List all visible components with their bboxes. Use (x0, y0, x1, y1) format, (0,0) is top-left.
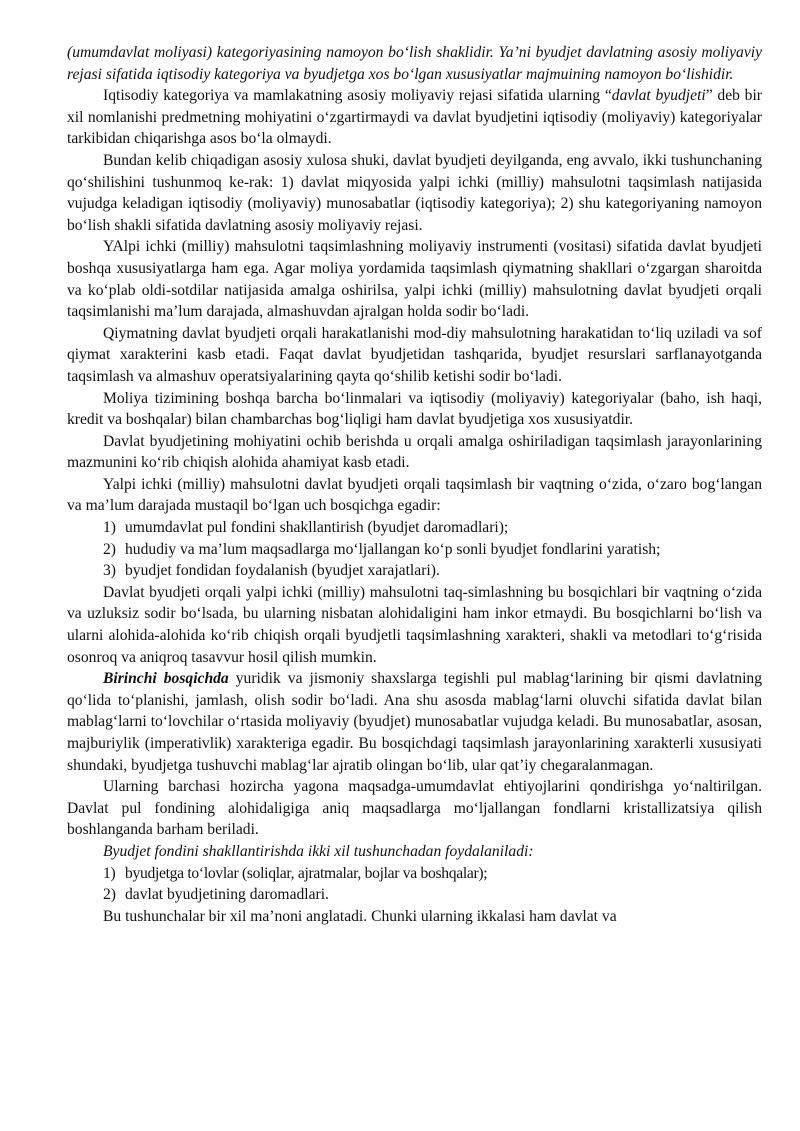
list-item-text: hududiy va ma’lum maqsadlarga mo‘ljallangan ko‘p sonli byudjet fondlarini yaratish; (125, 540, 661, 558)
list-item-number: 3) (103, 562, 116, 580)
paragraph-9-lead: Birinchi bosqichda (103, 670, 229, 688)
list-item-number: 2) (103, 886, 116, 904)
paragraph-1 (67, 85, 762, 150)
paragraph-1-text-c: ” deb bir xil nomlanishi predmetning mohiyatini o‘zgartirmaydi va davlat byudjetini iqtisodiy (moliyaviy) kategoriyalar tarkibidan chiqarishga asos bo‘la olmaydi. (67, 87, 763, 148)
paragraph-4: Qiymatning davlat byudjeti orqali harakatlanishi mod-diy mahsulotning harakatidan to‘liq uziladi va sof qiymat xarakterini kasb etadi. Faqat davlat byudjetidan tashqarida, byudjet resurslari sarflanayotganda taqsimlash va almashuv operatsiyalarining qayta qo‘shilib ketishi sodir bo‘ladi. (67, 324, 762, 385)
list-item (67, 517, 762, 539)
paragraph-2: Bundan kelib chiqadigan asosiy xulosa shuki, davlat byudjeti deyilganda, eng avvalo, ikki tushunchaning qo‘shilishini tushunmoq ke-rak: 1) davlat miqyosida yalpi ichki (milliy) mahsulotni taqsimlash natijasida vujudga keladigan iqtisodiy (moliyaviy) munosabatlar (iqtisodiy kategoriya); 2) shu kategoriyaning namoyon bo‘lish shakli sifatida davlatning asosiy moliyaviy rejasi. (67, 151, 762, 234)
list-item (67, 560, 762, 582)
list-item-text: davlat byudjetining daromadlari. (125, 886, 329, 904)
list-item (67, 539, 762, 561)
paragraph-1-text-a: Iqtisodiy kategoriya va mamlakatning asosiy moliyaviy rejasi sifatida ularning “ (103, 87, 612, 105)
paragraph-11: Byudjet fondini shakllantirishda ikki xil tushunchadan foydalaniladi: (103, 842, 534, 860)
paragraph-9 (67, 668, 762, 776)
list-item-text: byudjet fondidan foydalanish (byudjet xarajatlari). (125, 562, 440, 580)
paragraph-7: Yalpi ichki (milliy) mahsulotni davlat byudjeti orqali taqsimlash bir vaqtning o‘zida, o‘zaro bog‘langan va ma’lum darajada mustaqil bo‘lgan uch bosqichga egadir: (67, 475, 762, 515)
list-item-number: 1) (103, 864, 116, 882)
list-item (67, 884, 762, 906)
paragraph-3: YAlpi ichki (milliy) mahsulotni taqsimlashning moliyaviy instrumenti (vositasi) sifatida davlat byudjeti boshqa xususiyatlarga ham ega. Agar moliya yordamida taqsimlash qiymatning shakllari o‘zgargan sharoitda va ko‘plab oldi-sotdilar natijasida amalga oshirilsa, yalpi ichki (milliy) mahsulotning davlat byudjeti orqali taqsimlanishi ma’lum darajada, almashuvdan ajralgan holda sodir bo‘ladi. (67, 238, 762, 321)
paragraph-5: Moliya tizimining boshqa barcha bo‘linmalari va iqtisodiy (moliyaviy) kategoriyalar (baho, ish haqi, kredit va boshqalar) bilan chambarchas bog‘liqligi ham davlat byudjetiga xos xususiyatdir. (67, 389, 762, 429)
paragraph-9-text: yuridik va jismoniy shaxslarga tegishli pul mablag‘larining bir qismi davlatning qo‘lida to‘planishi, jamlash, olish sodir bo‘ladi. Ana shu asosda mablag‘larni oluvchi sifatida davlat bilan mablag‘larni to‘lovchilar o‘rtasida moliyaviy (byudjet) munosabatlar vujudga keladi. Bu munosabatlar, asosan, majburiylik (imperativlik) xarakteriga egadir. Bu bosqichdagi taqsimlash jarayonlarining xarakterli xususiyati shundaki, byudjetga tushuvchi mablag‘lar ajratib olingan bo‘lib, ular qat’iy chegaralanmagan. (67, 670, 762, 774)
paragraph-12: Bu tushunchalar bir xil ma’noni anglatadi. Chunki ularning ikkalasi ham davlat va (103, 907, 617, 925)
paragraph-6: Davlat byudjetining mohiyatini ochib berishda u orqali amalga oshiriladigan taqsimlash jarayonlarining mazmunini ko‘rib chiqish alohida ahamiyat kasb etadi. (67, 432, 762, 472)
list-item-text: byudjetga to‘lovlar (soliqlar, ajratmalar, bojlar va boshqalar); (125, 864, 488, 882)
paragraph-10: Ularning barchasi hozircha yagona maqsadga-umumdavlat ehtiyojlarini qondirishga yo‘naltirilgan. Davlat pul fondining alohidaligiga aniq maqsadlarga mo‘ljallangan fondlarni kristallizatsiya qilish boshlanganda barham beriladi. (67, 778, 762, 839)
list-item-number: 1) (103, 519, 116, 537)
paragraph-intro: (umumdavlat moliyasi) kategoriyasining namoyon bo‘lish shaklidir. Ya’ni byudjet davlatning asosiy moliyaviy rejasi sifatida iqtisodiy kategoriya va byudjetga xos bo‘lgan xususiyatlar majmuining namoyon bo‘lishidir. (67, 44, 762, 83)
paragraph-8: Davlat byudjeti orqali yalpi ichki (milliy) mahsulotni taq-simlashning bu bosqichlari bir vaqtning o‘zida va uzluksiz sodir bo‘lsada, bu ularning nisbatan alohidaligini ham inkor etmaydi. Bu bosqichlarni bo‘lish va ularni alohida-alohida ko‘rib chiqish orqali byudjetli taqsimlashning xarakteri, shakli va metodlari to‘g‘risida osonroq va aniqroq tasavvur hosil qilish mumkin. (67, 583, 762, 666)
list-item (67, 863, 762, 885)
list-item-text: umumdavlat pul fondini shakllantirish (byudjet daromadlari); (125, 519, 509, 537)
list-item-number: 2) (103, 540, 116, 558)
paragraph-1-term: davlat byudjeti (611, 87, 706, 105)
